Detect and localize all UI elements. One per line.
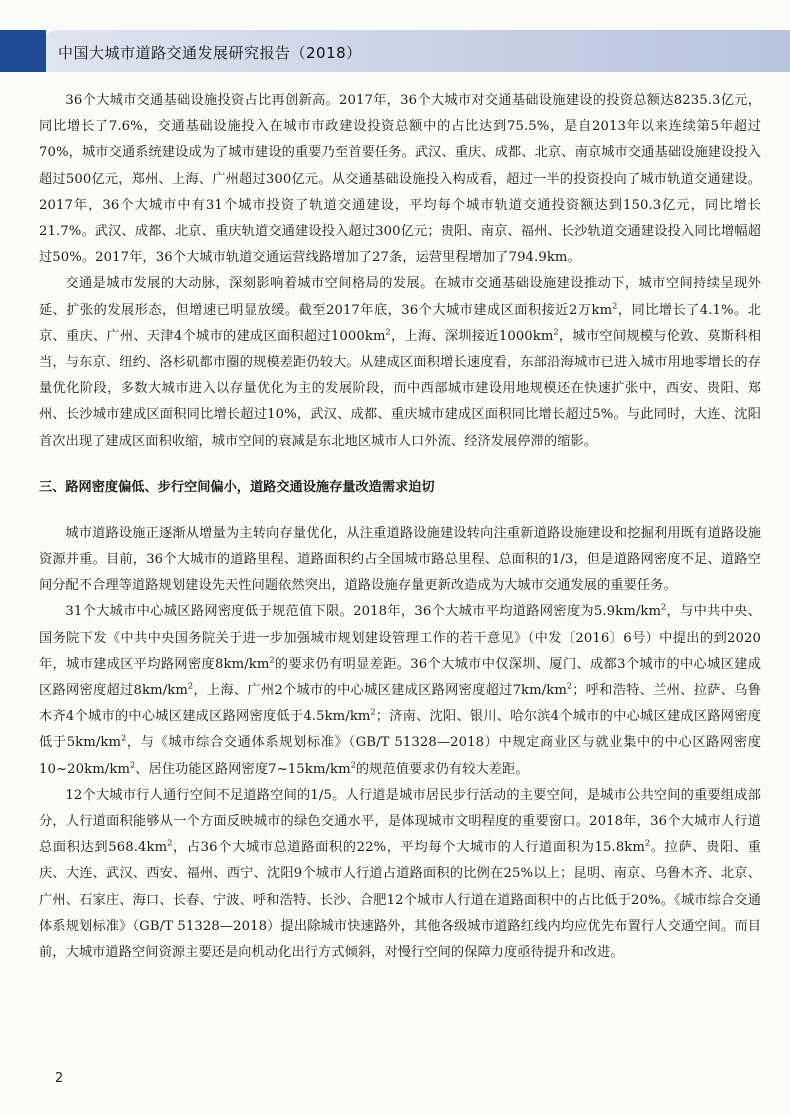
- report-title: 中国大城市道路交通发展研究报告（2018）: [58, 44, 362, 62]
- paragraph-stock-optimization: 城市道路设施正逐渐从增量为主转向存量优化，从注重道路设施建设转向注重新道路设施建设和挖掘利用既有道路设施资源并重。目前，36个大城市的道路里程、道路面积约占全国城市路总里程、总面积的1/3，但是道路网密度不足、道路空间分配不合理等道路规划建设先天性问题依然突出，道路设施存量更新改造成为大城市交通发展的重要任务。: [39, 525, 761, 594]
- section-heading: 三、路网密度偏低、步行空间偏小，道路交通设施存量改造需求迫切: [39, 479, 435, 495]
- page-number: 2: [55, 1071, 64, 1086]
- paragraph-road-density: 31个大城市中心城区路网密度低于规范值下限。2018年，36个大城市平均道路网密度为$5.9km/km^2$，与中共中央、国务院下发《中共中央国务院关于进一步加强城市规划建设管理工作的若干意见》（中发〔2016〕6号）中提出的到2020年，城市建成区平均路网密度$8km/km^2$的要求仍有明显差距。36个大城市中仅深圳、厦门、成都3个城市的中心城区建成区路网密度超过$8km/km^2$，上海、广州2个城市的中心城区建成区路网密度超过$7km/km^2$；呼和浩特、兰州、拉萨、乌鲁木齐4个城市的中心城区建成区路网密度低于$4.5km/km^2$；济南、沈阳、银川、哈尔滨4个城市的中心城区建成区路网密度低于$5km/km^2$，与《城市综合交通体系规划标准》（GB/T 51328—2018）中规定商业区与就业集中的中心区路网密度$10\sim 20km/km^2$、居住功能区路网密度$7\sim 15km/km^2$的规范值要求仍有较大差距。: [39, 603, 761, 777]
- page-body: [39, 88, 761, 966]
- paragraph-pedestrian-space: 12个大城市行人通行空间不足道路空间的1/5。人行道是城市居民步行活动的主要空间，是城市公共空间的重要组成部分，人行道面积能够从一个方面反映城市的绿色交通水平，是体现城市文明程度的重要窗口。2018年，36个大城市人行道总面积达到$568.4km^2$，占36个大城市总道路面积的22%，平均每个大城市的人行道面积为$15.8km^2$。拉萨、贵阳、重庆、大连、武汉、西安、福州、西宁、沈阳9个城市人行道占道路面积的比例在25%以上；昆明、南京、乌鲁木齐、北京、广州、石家庄、海口、长春、宁波、呼和浩特、长沙、合肥12个城市人行道在道路面积中的占比低于20%。《城市综合交通体系规划标准》（GB/T 51328—2018）提出除城市快速路外，其他各级城市道路红线内均应优先布置行人交通空间。而目前，大城市道路空间资源主要还是向机动化出行方式倾斜，对慢行空间的保障力度亟待提升和改进。: [39, 787, 761, 961]
- running-header: [0, 30, 790, 74]
- paragraph-urban-expansion: 交通是城市发展的大动脉，深刻影响着城市空间格局的发展。在城市交通基础设施建设推动下，城市空间持续呈现外延、扩张的发展形态，但增速已明显放缓。截至2017年底，36个大城市建成区面积接近2万$km^2$，同比增长了4.1%。北京、重庆、广州、天津4个城市的建成区面积超过$1000km^2$，上海、深圳接近$1000km^2$，城市空间规模与伦敦、莫斯科相当，与东京、纽约、洛杉矶都市圈的规模差距仍较大。从建成区面积增长速度看，东部沿海城市已进入城市用地零增长的存量优化阶段，多数大城市进入以存量优化为主的发展阶段，而中西部城市建设用地规模还在快速扩张中，西安、贵阳、郑州、长沙城市建成区面积同比增长超过10%，武汉、成都、重庆城市建成区面积同比增长超过5%。与此同时，大连、沈阳首次出现了建成区面积收缩，城市空间的衰减是东北地区城市人口外流、经济发展停滞的缩影。: [39, 276, 762, 449]
- header-accent-block: [0, 30, 46, 72]
- paragraph-investment: 36个大城市交通基础设施投资占比再创新高。2017年，36个大城市对交通基础设施建设的投资总额达8235.3亿元，同比增长了7.6%，交通基础设施投入在城市市政建设投资总额中的占比达到75.5%，是自2013年以来连续第5年超过70%，城市交通系统建设成为了城市建设的重要乃至首要任务。武汉、重庆、成都、北京、南京城市交通基础设施建设投入超过500亿元，郑州、上海、广州超过300亿元。从交通基础设施投入构成看，超过一半的投资投向了城市轨道交通建设。2017年，36个大城市中有31个城市投资了轨道交通建设，平均每个城市轨道交通投资额达到150.3亿元，同比增长21.7%。武汉、成都、北京、重庆轨道交通建设投入超过300亿元；贵阳、南京、福州、长沙轨道交通建设投入同比增幅超过50%。2017年，36个大城市轨道交通运营线路增加了27条，运营里程增加了794.9km。: [39, 93, 761, 266]
